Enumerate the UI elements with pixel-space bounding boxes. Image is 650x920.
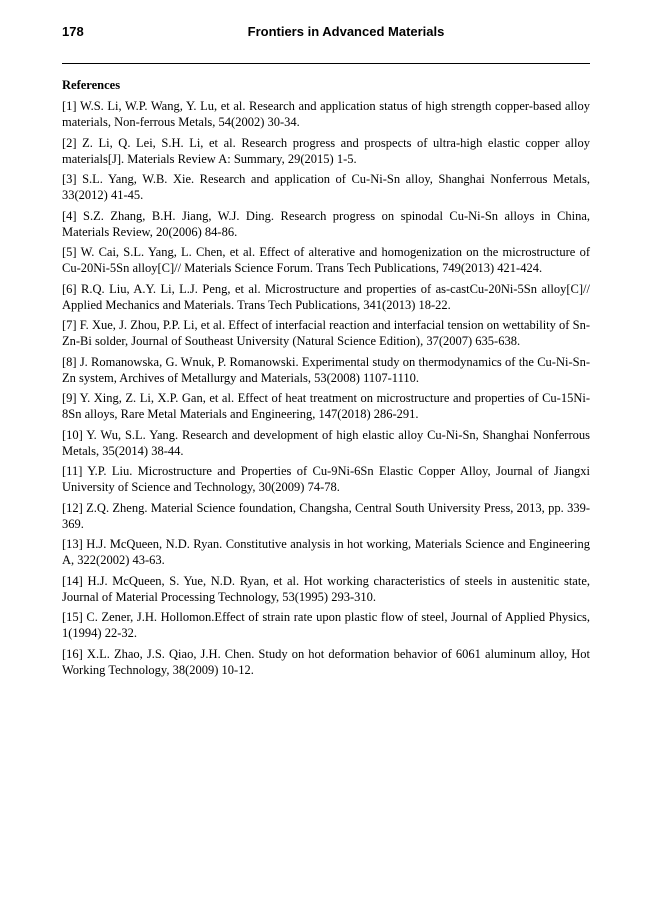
reference-item: [7] F. Xue, J. Zhou, P.P. Li, et al. Effect of interfacial reaction and interfacial tension on wettability of Sn-Zn-Bi solder, Journal of Southeast University (Natural Science Edition), 37(2007) 635-638. — [62, 318, 590, 348]
reference-item: [4] S.Z. Zhang, B.H. Jiang, W.J. Ding. Research progress on spinodal Cu-Ni-Sn alloys in China, Materials Review, 20(2006) 84-86. — [62, 208, 590, 239]
reference-item: [12] Z.Q. Zheng. Material Science foundation, Changsha, Central South University Press, 2013, pp. 339-369. — [62, 500, 590, 531]
reference-item: [6] R.Q. Liu, A.Y. Li, L.J. Peng, et al. Microstructure and properties of as-castCu-20Ni-5Sn alloy[C]// Applied Mechanics and Materials. Trans Tech Publications, 341(2013) 18-22. — [62, 281, 590, 312]
reference-item: [16] X.L. Zhao, J.S. Qiao, J.H. Chen. Study on hot deformation behavior of 6061 aluminum alloy, Hot Working Technology, 38(2009) 10-12. — [62, 646, 590, 677]
journal-title: Frontiers in Advanced Materials — [247, 24, 445, 39]
reference-item: [5] W. Cai, S.L. Yang, L. Chen, et al. Effect of alterative and homogenization on the microstructure of Cu-20Ni-5Sn alloy[C]// Materials Science Forum. Trans Tech Publications, 749(2013) 421-424. — [62, 245, 590, 275]
reference-item: [1] W.S. Li, W.P. Wang, Y. Lu, et al. Research and application status of high strength copper-based alloy materials, Non-ferrous Metals, 54(2002) 30-34. — [62, 99, 590, 129]
reference-item: [3] S.L. Yang, W.B. Xie. Research and application of Cu-Ni-Sn alloy, Shanghai Nonferrous Metals, 33(2012) 41-45. — [62, 172, 590, 202]
page-header — [62, 22, 590, 42]
reference-item: [8] J. Romanowska, G. Wnuk, P. Romanowski. Experimental study on thermodynamics of the Cu-Ni-Sn-Zn system, Archives of Metallurgy and Materials, 53(2008) 1107-1110. — [62, 354, 590, 385]
header-divider — [62, 63, 590, 64]
reference-item: [10] Y. Wu, S.L. Yang. Research and development of high elastic alloy Cu-Ni-Sn, Shanghai Nonferrous Metals, 35(2014) 38-44. — [62, 427, 590, 458]
reference-item: [15] C. Zener, J.H. Hollomon.Effect of strain rate upon plastic flow of steel, Journal of Applied Physics, 1(1994) 22-32. — [62, 610, 590, 640]
references-heading: References — [62, 78, 121, 92]
reference-item: [11] Y.P. Liu. Microstructure and Properties of Cu-9Ni-6Sn Elastic Copper Alloy, Journal of Jiangxi University of Science and Technology, 30(2009) 74-78. — [62, 464, 590, 494]
reference-item: [13] H.J. McQueen, N.D. Ryan. Constitutive analysis in hot working, Materials Science and Engineering A, 322(2002) 43-63. — [62, 537, 590, 567]
reference-item: [14] H.J. McQueen, S. Yue, N.D. Ryan, et al. Hot working characteristics of steels in austenitic state, Journal of Material Processing Technology, 53(1995) 293-310. — [62, 573, 590, 604]
reference-list — [62, 98, 590, 678]
references-section — [62, 77, 590, 682]
reference-item: [2] Z. Li, Q. Lei, S.H. Li, et al. Research progress and prospects of ultra-high elastic copper alloy materials[J]. Materials Review A: Summary, 29(2015) 1-5. — [62, 135, 590, 166]
page-number: 178 — [62, 24, 84, 39]
reference-item: [9] Y. Xing, Z. Li, X.P. Gan, et al. Effect of heat treatment on microstructure and properties of Cu-15Ni-8Sn alloys, Rare Metal Materials and Engineering, 147(2018) 286-291. — [62, 391, 590, 421]
